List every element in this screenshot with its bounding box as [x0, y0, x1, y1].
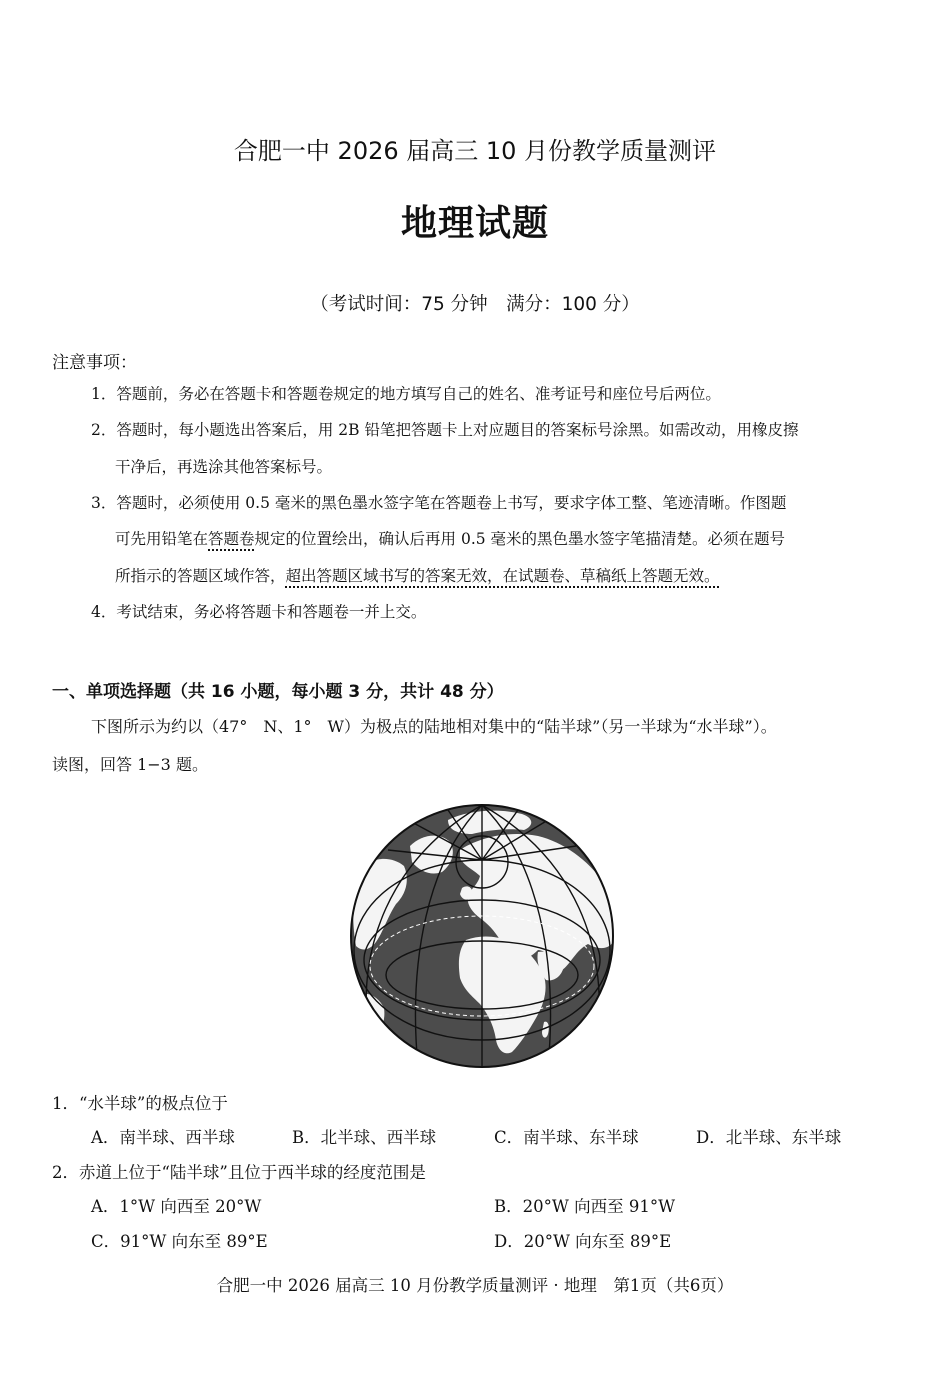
notice-item-2-line-2: 干净后，再选涂其他答案标号。	[115, 458, 333, 476]
notice-item-4: 4．考试结束，务必将答题卡和答题卷一并上交。	[91, 603, 427, 621]
question-2-option-c: C．91°W 向东至 89°E	[91, 1232, 268, 1251]
notice-item-3-line-1: 3．答题时，必须使用 0.5 毫米的黑色墨水签字笔在答题卷上书写，要求字体工整、笔迹清晰。作图题	[91, 494, 787, 512]
question-2-option-d: D．20°W 向东至 89°E	[494, 1232, 672, 1251]
question-1-option-a: A．南半球、西半球	[91, 1128, 235, 1147]
notice-heading: 注意事项：	[52, 353, 137, 373]
page-footer: 合肥一中 2026 届高三 10 月份教学质量测评 · 地理 第1页（共6页）	[216, 1276, 734, 1295]
notice-item-3-line-2-a: 可先用铅笔在	[115, 530, 209, 548]
question-1-option-b: B．北半球、西半球	[292, 1128, 437, 1147]
notice-item-3-line-3-a: 所指示的答题区域作答，	[115, 567, 286, 585]
section-intro-line-2: 读图，回答 1−3 题。	[52, 755, 208, 774]
exam-title: 合肥一中 2026 届高三 10 月份教学质量测评	[233, 137, 717, 165]
section-heading: 一、单项选择题（共 16 小题，每小题 3 分，共计 48 分）	[52, 682, 504, 702]
question-1-option-d: D．北半球、东半球	[696, 1128, 842, 1147]
exam-info: （考试时间：75 分钟 满分：100 分）	[310, 294, 640, 315]
invalid-answer-warning: 超出答题区域书写的答案无效，在试题卷、草稿纸上答题无效。	[285, 567, 720, 585]
notice-item-1: 1．答题前，务必在答题卡和答题卷规定的地方填写自己的姓名、准考证号和座位号后两位。	[91, 385, 721, 403]
notice-item-3-line-3	[115, 564, 720, 586]
globe-icon	[348, 800, 616, 1072]
question-2-option-b: B．20°W 向西至 91°W	[494, 1197, 676, 1216]
notice-item-3-line-2-c: 规定的位置绘出，确认后再用 0.5 毫米的黑色墨水签字笔描清楚。必须在题号	[254, 530, 786, 548]
notice-item-3-line-2	[115, 527, 785, 549]
question-2-option-a: A．1°W 向西至 20°W	[91, 1197, 262, 1216]
subject-title: 地理试题	[400, 202, 549, 244]
question-1-option-c: C．南半球、东半球	[494, 1128, 639, 1147]
question-1-stem: 1．“水半球”的极点位于	[52, 1094, 228, 1113]
question-2-stem: 2．赤道上位于“陆半球”且位于西半球的经度范围是	[52, 1163, 426, 1182]
section-intro-line-1: 下图所示为约以（47° N、1° W）为极点的陆地相对集中的“陆半球”（另一半球为“水半球”）。	[91, 717, 777, 736]
notice-item-2-line-1: 2．答题时，每小题选出答案后，用 2B 铅笔把答题卡上对应题目的答案标号涂黑。如需改动，用橡皮擦	[91, 421, 799, 439]
answer-sheet-emphasis: 答题卷	[208, 530, 255, 548]
land-hemisphere-figure	[348, 800, 616, 1072]
